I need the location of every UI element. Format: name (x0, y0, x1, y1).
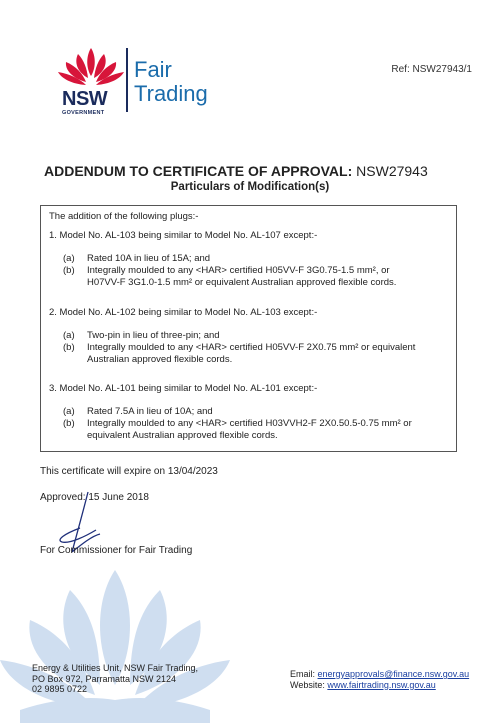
website-link[interactable]: www.fairtrading.nsw.gov.au (327, 679, 436, 690)
list-item (63, 418, 417, 441)
document-subtitle: Particulars of Modification(s) (170, 181, 330, 193)
box-intro: The addition of the following plugs:- (49, 211, 199, 222)
section-heading: 1. Model No. AL-103 being similar to Model No. AL-107 except:- (49, 230, 318, 241)
item-text: Integrally moulded to any <HAR> certified H03VVH2-F 2X0.50.5-0.75 mm² or equivalent Australian approved flexible cords. (87, 418, 412, 441)
brand-fair: Fair (134, 57, 172, 82)
address-line: 02 9895 0722 (32, 684, 88, 694)
title-text: ADDENDUM TO CERTIFICATE OF APPROVAL: (44, 163, 353, 179)
list-item (63, 342, 417, 365)
item-label: (b) (63, 418, 75, 429)
item-label: (a) (63, 253, 75, 264)
list-item (63, 330, 417, 342)
nsw-fair-trading-logo (56, 44, 226, 124)
item-label: (a) (63, 406, 75, 417)
item-text: Integrally moulded to any <HAR> certified H05VV-F 3G0.75-1.5 mm², or H07VV-F 3G1.0-1.5 mm² or equivalent Australian approved flexible cords. (87, 265, 397, 288)
footer-address (32, 663, 198, 695)
item-text: Two-pin in lieu of three-pin; and (87, 330, 220, 341)
item-text: Rated 7.5A in lieu of 10A; and (87, 406, 213, 417)
brand-trading: Trading (134, 81, 208, 106)
expiry-statement: This certificate will expire on 13/04/2023 (40, 466, 218, 477)
email-label: Email: (290, 669, 316, 679)
list-item (63, 253, 417, 265)
document-title (44, 163, 428, 179)
item-label: (b) (63, 342, 75, 353)
website-label: Website: (290, 679, 325, 690)
modification-box (40, 205, 457, 452)
reference-number: Ref: NSW27943/1 (391, 64, 472, 75)
address-line: Energy & Utilities Unit, NSW Fair Trading, (32, 663, 199, 673)
item-label: (a) (63, 330, 75, 341)
commissioner-line: For Commissioner for Fair Trading (40, 545, 193, 556)
footer-contact (290, 669, 469, 690)
item-text: Rated 10A in lieu of 15A; and (87, 253, 211, 264)
logo-nsw-text: NSW (62, 88, 108, 110)
certificate-number: NSW27943 (356, 163, 428, 179)
address-line: PO Box 972, Parramatta NSW 2124 (32, 673, 177, 684)
item-label: (b) (63, 265, 75, 276)
list-item (63, 406, 417, 418)
waratah-logo-icon (56, 44, 126, 88)
section-heading: 3. Model No. AL-101 being similar to Model No. AL-101 except:- (49, 383, 318, 394)
email-link[interactable]: energyapprovals@finance.nsw.gov.au (317, 669, 470, 679)
logo-government-text: GOVERNMENT (62, 110, 105, 116)
logo-divider (126, 48, 128, 112)
list-item (63, 265, 417, 288)
item-text: Integrally moulded to any <HAR> certified H05VV-F 2X0.75 mm² or equivalent Australian approved flexible cords. (87, 342, 416, 365)
section-heading: 2. Model No. AL-102 being similar to Model No. AL-103 except:- (49, 307, 318, 318)
approval-date: Approved: 15 June 2018 (40, 492, 149, 503)
